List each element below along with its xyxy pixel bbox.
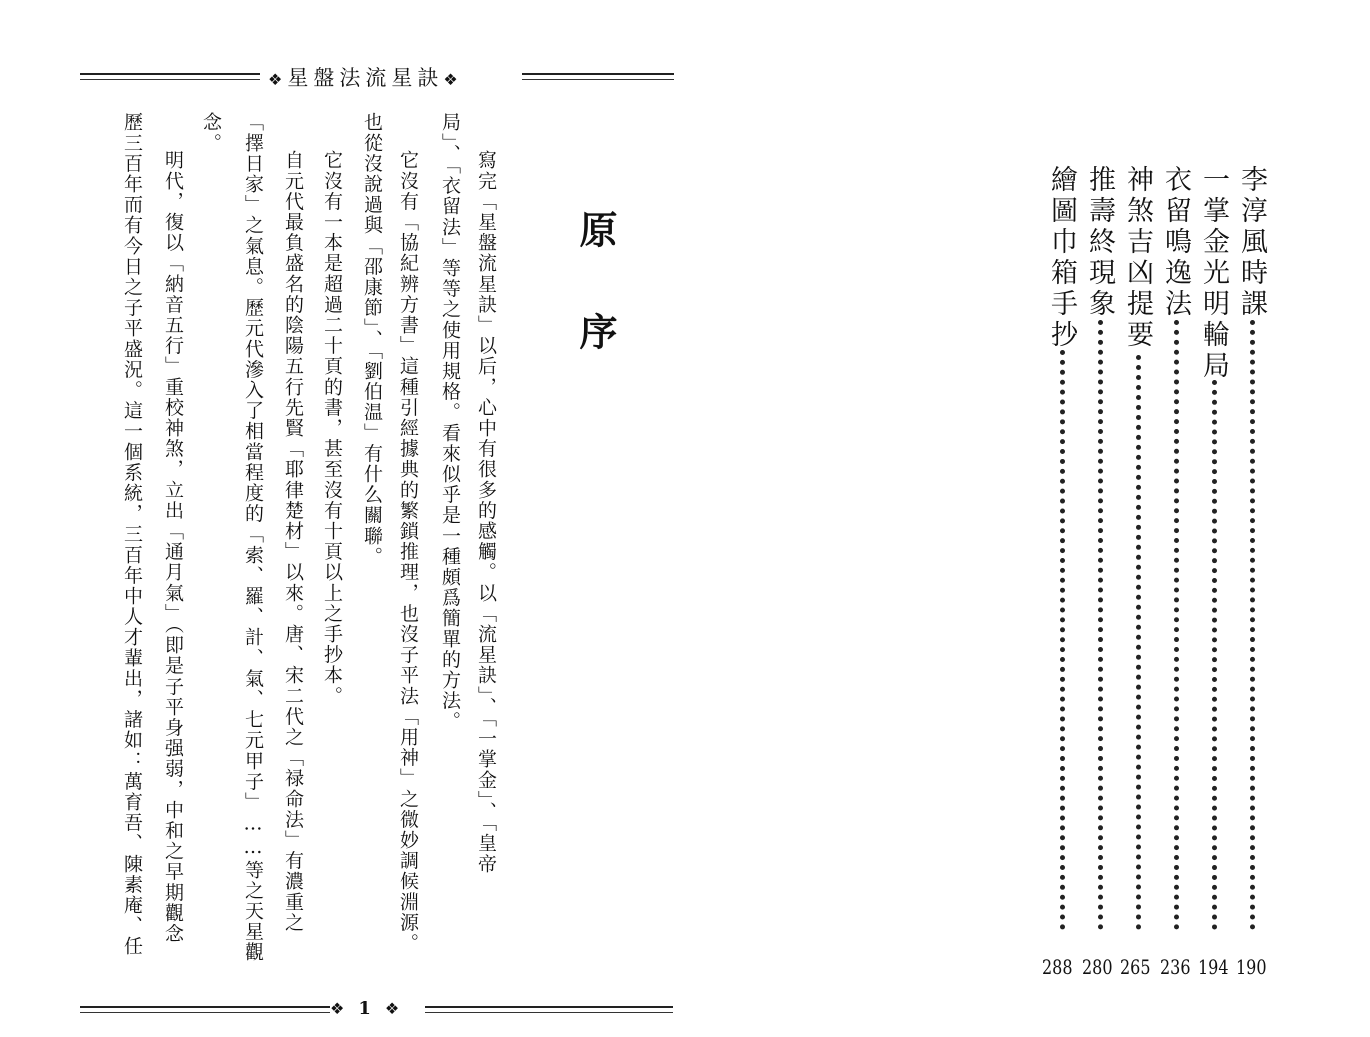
preface-column: 念。 <box>200 112 222 154</box>
toc-title: 神煞吉凶提要 <box>1122 165 1153 351</box>
header-rule-left <box>80 73 260 75</box>
preface-column: 它沒有「協紀辨方書」這種引經據典的繁鎖推理，也沒子平法「用神」之微妙調候淵源。 <box>397 150 419 954</box>
preface-title: 原序 <box>573 210 618 414</box>
page-number: 1 <box>358 998 371 1019</box>
book-title: 星盤法流星訣 <box>287 66 444 90</box>
ornament-icon: ❖ <box>384 999 400 1018</box>
toc-title: 衣留鳴逸法 <box>1160 165 1191 320</box>
toc-entry <box>1162 165 1194 945</box>
toc-page-number: 265 <box>1120 955 1151 979</box>
toc-entry <box>1238 165 1270 945</box>
toc-page-number: 190 <box>1236 955 1267 979</box>
toc-page-number: 236 <box>1160 955 1191 979</box>
toc-entry <box>1086 165 1118 945</box>
preface-column: 寫完「星盤流星訣」以后，心中有很多的感觸。以「流星訣」、「一掌金」、「皇帝 <box>475 150 497 875</box>
preface-column: 局」、「衣留法」等等之使用規格。看來似乎是一種頗爲簡單的方法。 <box>439 112 461 732</box>
ornament-icon: ❖ <box>268 70 288 89</box>
preface-column: 明代，復以「納音五行」重校神煞，立出「通月氣」（即是子平身强弱，中和之早期觀念 <box>162 150 184 944</box>
preface-column: 歷三百年而有今日之子平盛況。這一個系統，三百年中人才輩出，諸如：萬育吾、陳素庵、任 <box>121 112 143 957</box>
footer <box>330 998 399 1019</box>
footer-rule-right <box>425 1006 673 1008</box>
right-page <box>690 0 1370 1037</box>
toc-entry <box>1124 165 1156 945</box>
footer-rule-right-thin <box>425 1012 673 1013</box>
leader-dots <box>1136 355 1147 930</box>
preface-column: 它沒有一本是超過二十頁的書，甚至沒有十頁以上之手抄本。 <box>321 150 343 707</box>
toc-entry <box>1200 165 1232 945</box>
toc-title: 繪圖巾箱手抄 <box>1046 165 1077 351</box>
toc-page-number: 288 <box>1042 955 1073 979</box>
ornament-icon: ❖ <box>443 70 463 89</box>
footer-rule-left <box>80 1006 330 1008</box>
toc-entry <box>1048 165 1080 945</box>
leader-dots <box>1098 320 1109 930</box>
preface-column: 「擇日家」之氣息。歷元代滲入了相當程度的「索、羅、計、氣、七元甲子」……等之天星觀 <box>242 112 264 963</box>
leader-dots <box>1250 320 1261 930</box>
leader-dots <box>1212 380 1223 930</box>
leader-dots <box>1060 350 1071 930</box>
toc-title: 推壽終現象 <box>1084 165 1115 320</box>
toc-title: 一掌金光明輪局 <box>1198 165 1229 382</box>
header-rule-right <box>522 73 674 75</box>
footer-rule-left-thin <box>80 1012 330 1013</box>
preface-column: 也從沒說過與「邵康節」、「劉伯温」有什么關聯。 <box>361 112 383 567</box>
leader-dots <box>1174 320 1185 930</box>
preface-column: 自元代最負盛名的陰陽五行先賢「耶律楚材」以來。唐、宋二代之「禄命法」有濃重之 <box>282 150 304 933</box>
toc-title: 李淳風時課 <box>1236 165 1267 320</box>
ornament-icon: ❖ <box>330 999 345 1018</box>
running-header <box>268 62 463 92</box>
toc-page-number: 280 <box>1082 955 1113 979</box>
header-rule-right-thin <box>522 79 674 80</box>
toc-page-number: 194 <box>1198 955 1229 979</box>
header-rule-left-thin <box>80 79 260 80</box>
